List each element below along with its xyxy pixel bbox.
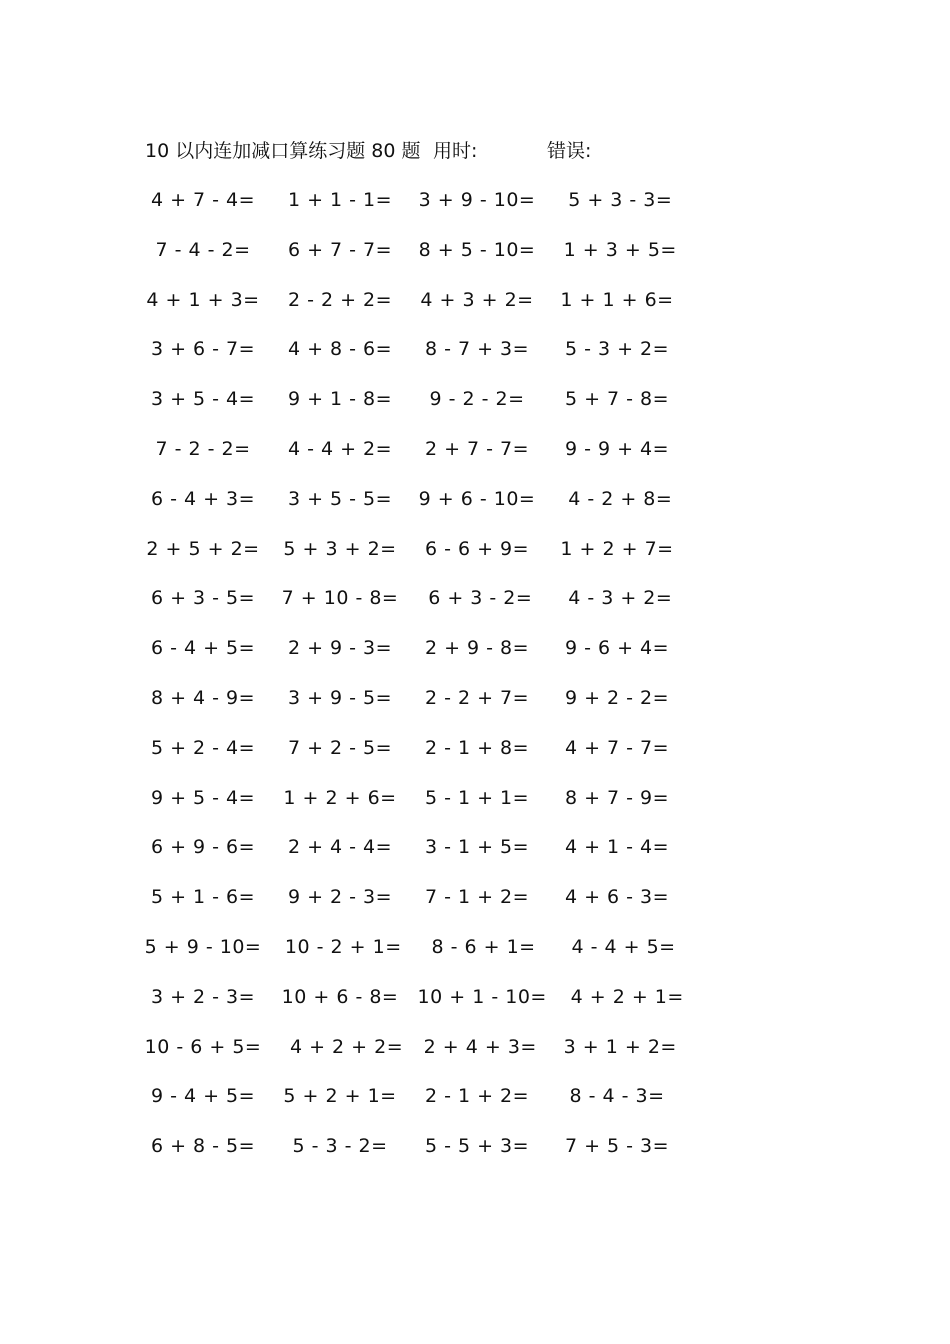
problem-row <box>0 881 950 931</box>
arithmetic-problem: 2 + 5 + 2= <box>146 537 260 560</box>
arithmetic-problem: 2 - 2 + 7= <box>424 686 530 709</box>
arithmetic-problem: 2 - 1 + 2= <box>424 1085 530 1108</box>
arithmetic-problem: 6 + 3 - 2= <box>421 587 533 610</box>
problem-row <box>0 483 950 533</box>
arithmetic-problem: 9 - 4 + 5= <box>150 1085 256 1108</box>
arithmetic-problem: 4 + 8 - 6= <box>287 338 393 361</box>
arithmetic-problem: 9 + 6 - 10= <box>418 487 536 510</box>
error-count-label: 错误: <box>547 140 592 162</box>
problem-row <box>0 981 950 1031</box>
arithmetic-problem: 5 + 3 + 2= <box>283 537 397 560</box>
arithmetic-problem: 9 + 5 - 4= <box>150 786 256 809</box>
arithmetic-problem: 6 - 4 + 3= <box>150 487 256 510</box>
arithmetic-problem: 9 - 6 + 4= <box>564 637 670 660</box>
arithmetic-problem: 5 + 1 - 6= <box>150 886 256 909</box>
arithmetic-problem: 3 + 9 - 10= <box>418 189 536 211</box>
arithmetic-problem: 10 - 2 + 1= <box>278 935 402 958</box>
arithmetic-problem: 7 + 10 - 8= <box>281 587 399 610</box>
arithmetic-problem: 3 + 2 - 3= <box>150 985 256 1008</box>
problem-row <box>0 1130 950 1180</box>
problem-row <box>0 931 950 981</box>
arithmetic-problem: 4 + 7 - 7= <box>564 736 670 759</box>
time-used-label: 用时: <box>433 140 478 162</box>
arithmetic-problem: 9 + 1 - 8= <box>287 388 393 411</box>
arithmetic-problem: 8 + 5 - 10= <box>418 238 536 261</box>
arithmetic-problem: 10 + 1 - 10= <box>411 985 547 1008</box>
arithmetic-problem: 4 - 2 + 8= <box>561 487 673 510</box>
problem-row <box>0 582 950 632</box>
problem-row <box>0 234 950 284</box>
arithmetic-problem: 9 + 2 - 2= <box>564 686 670 709</box>
arithmetic-problem: 4 + 1 - 4= <box>564 836 670 859</box>
arithmetic-problem: 4 + 2 + 2= <box>276 1035 404 1058</box>
arithmetic-problem: 8 - 6 + 1= <box>418 935 536 958</box>
problem-row <box>0 1080 950 1130</box>
arithmetic-problem: 2 + 4 + 3= <box>417 1035 537 1058</box>
problem-row <box>0 333 950 383</box>
arithmetic-problem: 3 + 9 - 5= <box>287 686 393 709</box>
arithmetic-problem: 9 + 2 - 3= <box>287 886 393 909</box>
arithmetic-problem: 2 + 9 - 8= <box>424 637 530 660</box>
arithmetic-problem: 7 - 4 - 2= <box>155 238 251 261</box>
problem-row <box>0 184 950 234</box>
arithmetic-problem: 6 + 3 - 5= <box>150 587 256 610</box>
problem-grid <box>0 184 950 1180</box>
worksheet-title: 10 以内连加减口算练习题 80 题 <box>145 140 421 162</box>
arithmetic-problem: 6 + 9 - 6= <box>150 836 256 859</box>
problem-row <box>0 533 950 583</box>
arithmetic-problem: 1 + 2 + 7= <box>560 537 674 560</box>
arithmetic-problem: 4 - 4 + 5= <box>558 935 676 958</box>
arithmetic-problem: 2 + 4 - 4= <box>287 836 393 859</box>
arithmetic-problem: 2 + 7 - 7= <box>424 437 530 460</box>
problem-row <box>0 284 950 334</box>
arithmetic-problem: 6 - 6 + 9= <box>424 537 530 560</box>
arithmetic-problem: 8 - 4 - 3= <box>569 1085 665 1108</box>
arithmetic-problem: 7 + 2 - 5= <box>287 736 393 759</box>
arithmetic-problem: 6 - 4 + 5= <box>150 637 256 660</box>
problem-row <box>0 682 950 732</box>
arithmetic-problem: 4 + 1 + 3= <box>146 288 260 311</box>
problem-row <box>0 831 950 881</box>
problem-row <box>0 433 950 483</box>
arithmetic-problem: 2 + 9 - 3= <box>287 637 393 660</box>
arithmetic-problem: 5 + 3 - 3= <box>561 189 673 211</box>
arithmetic-problem: 7 - 2 - 2= <box>155 437 251 460</box>
arithmetic-problem: 6 + 7 - 7= <box>287 238 393 261</box>
worksheet-header <box>145 137 785 165</box>
arithmetic-problem: 1 + 1 - 1= <box>287 189 393 211</box>
arithmetic-problem: 4 + 7 - 4= <box>150 189 256 211</box>
arithmetic-problem: 5 - 3 + 2= <box>564 338 670 361</box>
arithmetic-problem: 3 + 6 - 7= <box>150 338 256 361</box>
arithmetic-problem: 8 + 7 - 9= <box>564 786 670 809</box>
arithmetic-problem: 6 + 8 - 5= <box>150 1135 256 1158</box>
problem-row <box>0 1031 950 1081</box>
arithmetic-problem: 8 + 4 - 9= <box>150 686 256 709</box>
arithmetic-problem: 4 - 3 + 2= <box>561 587 673 610</box>
arithmetic-problem: 4 + 3 + 2= <box>420 288 534 311</box>
arithmetic-problem: 5 + 2 - 4= <box>150 736 256 759</box>
arithmetic-problem: 5 + 9 - 10= <box>144 935 262 958</box>
arithmetic-problem: 10 - 6 + 5= <box>144 1035 262 1058</box>
arithmetic-problem: 5 - 3 - 2= <box>292 1135 388 1158</box>
arithmetic-problem: 8 - 7 + 3= <box>424 338 530 361</box>
arithmetic-problem: 4 + 2 + 1= <box>551 985 684 1008</box>
arithmetic-problem: 4 - 4 + 2= <box>287 437 393 460</box>
arithmetic-problem: 9 - 9 + 4= <box>564 437 670 460</box>
arithmetic-problem: 9 - 2 - 2= <box>429 388 525 411</box>
arithmetic-problem: 5 - 1 + 1= <box>424 786 530 809</box>
problem-row <box>0 632 950 682</box>
arithmetic-problem: 2 - 1 + 8= <box>424 736 530 759</box>
arithmetic-problem: 4 + 6 - 3= <box>564 886 670 909</box>
arithmetic-problem: 3 - 1 + 5= <box>424 836 530 859</box>
arithmetic-problem: 1 + 3 + 5= <box>557 238 677 261</box>
arithmetic-problem: 2 - 2 + 2= <box>287 288 393 311</box>
arithmetic-problem: 3 + 5 - 4= <box>150 388 256 411</box>
arithmetic-problem: 5 - 5 + 3= <box>424 1135 530 1158</box>
problem-row <box>0 732 950 782</box>
arithmetic-problem: 1 + 1 + 6= <box>560 288 674 311</box>
arithmetic-problem: 3 + 5 - 5= <box>287 487 393 510</box>
arithmetic-problem: 7 - 1 + 2= <box>424 886 530 909</box>
arithmetic-problem: 5 + 2 + 1= <box>283 1085 397 1108</box>
problem-row <box>0 383 950 433</box>
problem-row <box>0 782 950 832</box>
arithmetic-problem: 7 + 5 - 3= <box>564 1135 670 1158</box>
arithmetic-problem: 5 + 7 - 8= <box>564 388 670 411</box>
arithmetic-problem: 1 + 2 + 6= <box>283 786 397 809</box>
arithmetic-problem: 3 + 1 + 2= <box>557 1035 677 1058</box>
arithmetic-problem: 10 + 6 - 8= <box>281 985 399 1008</box>
